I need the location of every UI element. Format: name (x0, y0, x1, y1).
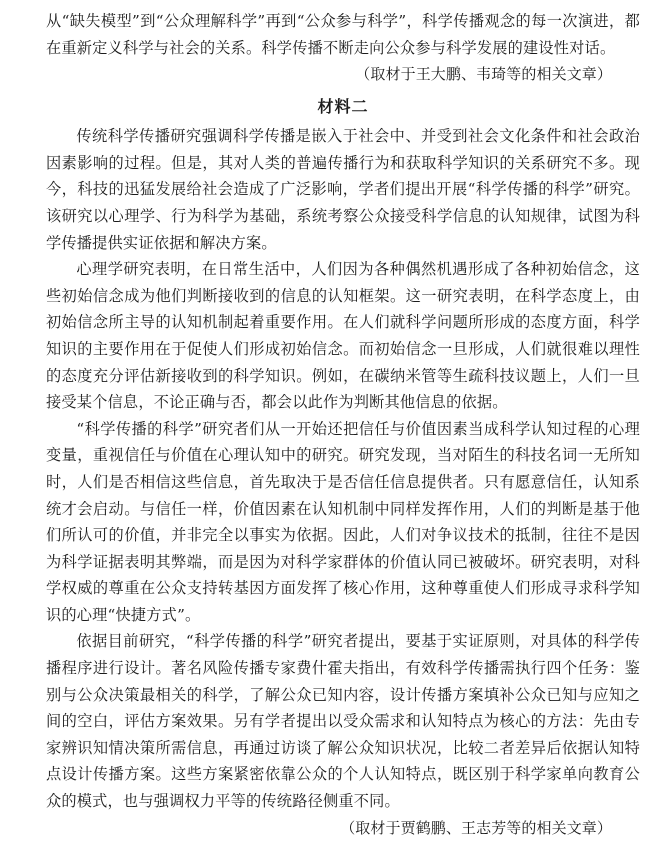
paragraph-3: “科学传播的科学”研究者们从一开始还把信任与价值因素当成科学认知过程的心理变量，重视信任与价值在心理认知中的研究。研究发现，当对陌生的科技名词一无所知时，人们是否相信这些信息，首先取决于是否信任信息提供者。只有愿意信任，认知系统才会启动。与信任一样，价值因素在认知机制中同样发挥作用，人们的判断是基于他们所认可的价值，并非完全以事实为依据。因此，人们对争议技术的抵制，往往不是因为科学证据表明其弊端，而是因为对科学家群体的价值认同已被破坏。研究表明，对科学权威的尊重在公众支持转基因方面发挥了核心作用，这种尊重使人们形成寻求科学知识的心理“快捷方式”。 (46, 419, 640, 624)
paragraph-1: 传统科学传播研究强调科学传播是嵌入于社会中、并受到社会文化条件和社会政治因素影响的过程。但是，其对人类的普遍传播行为和获取科学知识的关系研究不多。现今，科技的迅猛发展给社会造成了广泛影响，学者们提出开展“科学传播的科学”研究。该研究以心理学、行为科学为基础，系统考察公众接受科学信息的认知规律，试图为科学传播提供实证依据和解决方案。 (46, 127, 640, 252)
intro-paragraph: 从“缺失模型”到“公众理解科学”再到“公众参与科学”，科学传播观念的每一次演进，都在重新定义科学与社会的关系。科学传播不断走向公众参与科学发展的建设性对话。 (46, 12, 640, 57)
paragraph-2: 心理学研究表明，在日常生活中，人们因为各种偶然机遇形成了各种初始信念，这些初始信念成为他们判断接收到的信息的认知框架。这一研究表明，在科学态度上，由初始信念所主导的认知机制起着重要作用。在人们就科学问题所形成的态度方面，科学知识的主要作用在于促使人们形成初始信念。而初始信念一旦形成，人们就很难以理性的态度充分评估新接收到的科学知识。例如，在碳纳米管等生疏科技议题上，人们一旦接受某个信息，不论正确与否，都会以此作为判断其他信息的依据。 (46, 260, 640, 412)
source-citation-2: （取材于贾鹤鹏、王志芳等的相关文章） (340, 818, 612, 837)
paragraph-4: 依据目前研究，“科学传播的科学”研究者提出，要基于实证原则，对具体的科学传播程序进行设计。著名风险传播专家费什霍夫指出，有效科学传播需执行四个任务：鉴别与公众决策最相关的科学，了解公众已知内容，设计传播方案填补公众已知与应知之间的空白，评估方案效果。另有学者提出以受众需求和认知特点为核心的方法：先由专家辨识知情决策所需信息，再通过访谈了解公众知识状况，比较二者差异后依据认知特点设计传播方案。这些方案紧密依靠公众的个人认知特点，既区别于科学家单向教育公众的模式，也与强调权力平等的传统路径侧重不同。 (46, 632, 640, 811)
section-title: 材料二 (317, 97, 369, 117)
source-citation-1: （取材于王大鹏、韦琦等的相关文章） (355, 65, 612, 84)
